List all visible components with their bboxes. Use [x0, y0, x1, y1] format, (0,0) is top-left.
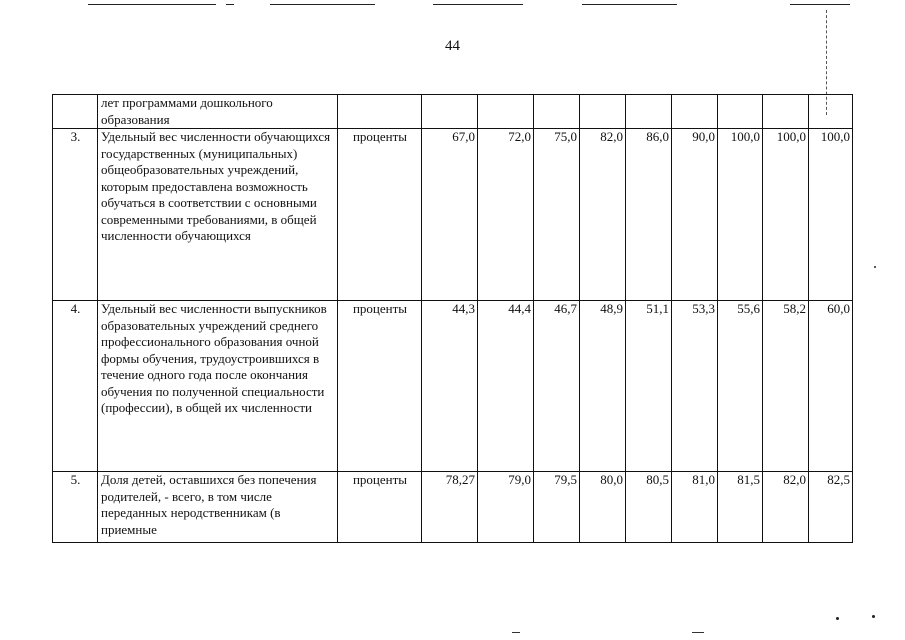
unit-cell [338, 95, 422, 129]
value-cell: 90,0 [672, 129, 718, 301]
scan-line [226, 4, 234, 5]
value-cell: 100,0 [718, 129, 763, 301]
value-cell: 75,0 [534, 129, 580, 301]
unit-cell: проценты [338, 472, 422, 543]
value-cell: 82,0 [763, 472, 809, 543]
scan-line [512, 632, 520, 633]
scan-line [692, 632, 704, 633]
value-cell: 44,4 [478, 301, 534, 472]
scan-line [270, 4, 375, 5]
scan-line [433, 4, 523, 5]
value-cell: 79,5 [534, 472, 580, 543]
value-cell [478, 95, 534, 129]
scan-speck [872, 615, 875, 618]
indicator-text: Удельный вес численности обучающихся государственных (муниципальных) общеобразовательных учреждений, которым предоставлена возможность обучаться в соответствии с основными современными требованиями, в общей численности обучающихся [98, 129, 338, 301]
unit-cell: проценты [338, 301, 422, 472]
value-cell [809, 95, 853, 129]
value-cell [534, 95, 580, 129]
value-cell: 100,0 [809, 129, 853, 301]
value-cell: 48,9 [580, 301, 626, 472]
indicators-table [52, 94, 853, 543]
value-cell: 81,5 [718, 472, 763, 543]
value-cell [422, 95, 478, 129]
indicator-text: Удельный вес численности выпускников образовательных учреждений среднего профессионального образования очной формы обучения, трудоустроившихся в течение одного года после окончания обучения по полученной специальности (профессии), в общей их численности [98, 301, 338, 472]
scan-speck [836, 617, 839, 620]
scan-line [88, 4, 216, 5]
value-cell [580, 95, 626, 129]
value-cell: 86,0 [626, 129, 672, 301]
scan-speck [874, 266, 876, 268]
value-cell: 53,3 [672, 301, 718, 472]
scan-line [790, 4, 850, 5]
table-row [53, 95, 853, 129]
value-cell: 82,0 [580, 129, 626, 301]
value-cell: 51,1 [626, 301, 672, 472]
value-cell [718, 95, 763, 129]
indicator-text: Доля детей, оставшихся без попечения родителей, - всего, в том числе переданных неродственникам (в приемные [98, 472, 338, 543]
value-cell [763, 95, 809, 129]
scan-line [582, 4, 677, 5]
row-number [53, 95, 98, 129]
unit-cell: проценты [338, 129, 422, 301]
value-cell: 44,3 [422, 301, 478, 472]
table-row [53, 301, 853, 472]
value-cell: 80,5 [626, 472, 672, 543]
page-number: 44 [445, 38, 460, 54]
value-cell: 100,0 [763, 129, 809, 301]
value-cell: 72,0 [478, 129, 534, 301]
value-cell: 67,0 [422, 129, 478, 301]
row-number: 4. [53, 301, 98, 472]
row-number: 3. [53, 129, 98, 301]
value-cell [626, 95, 672, 129]
row-number: 5. [53, 472, 98, 543]
value-cell [672, 95, 718, 129]
table-row [53, 472, 853, 543]
value-cell: 55,6 [718, 301, 763, 472]
table-row [53, 129, 853, 301]
indicator-text: лет программами дошкольного образования [98, 95, 338, 129]
value-cell: 78,27 [422, 472, 478, 543]
value-cell: 80,0 [580, 472, 626, 543]
value-cell: 58,2 [763, 301, 809, 472]
value-cell: 79,0 [478, 472, 534, 543]
value-cell: 46,7 [534, 301, 580, 472]
value-cell: 60,0 [809, 301, 853, 472]
value-cell: 81,0 [672, 472, 718, 543]
value-cell: 82,5 [809, 472, 853, 543]
